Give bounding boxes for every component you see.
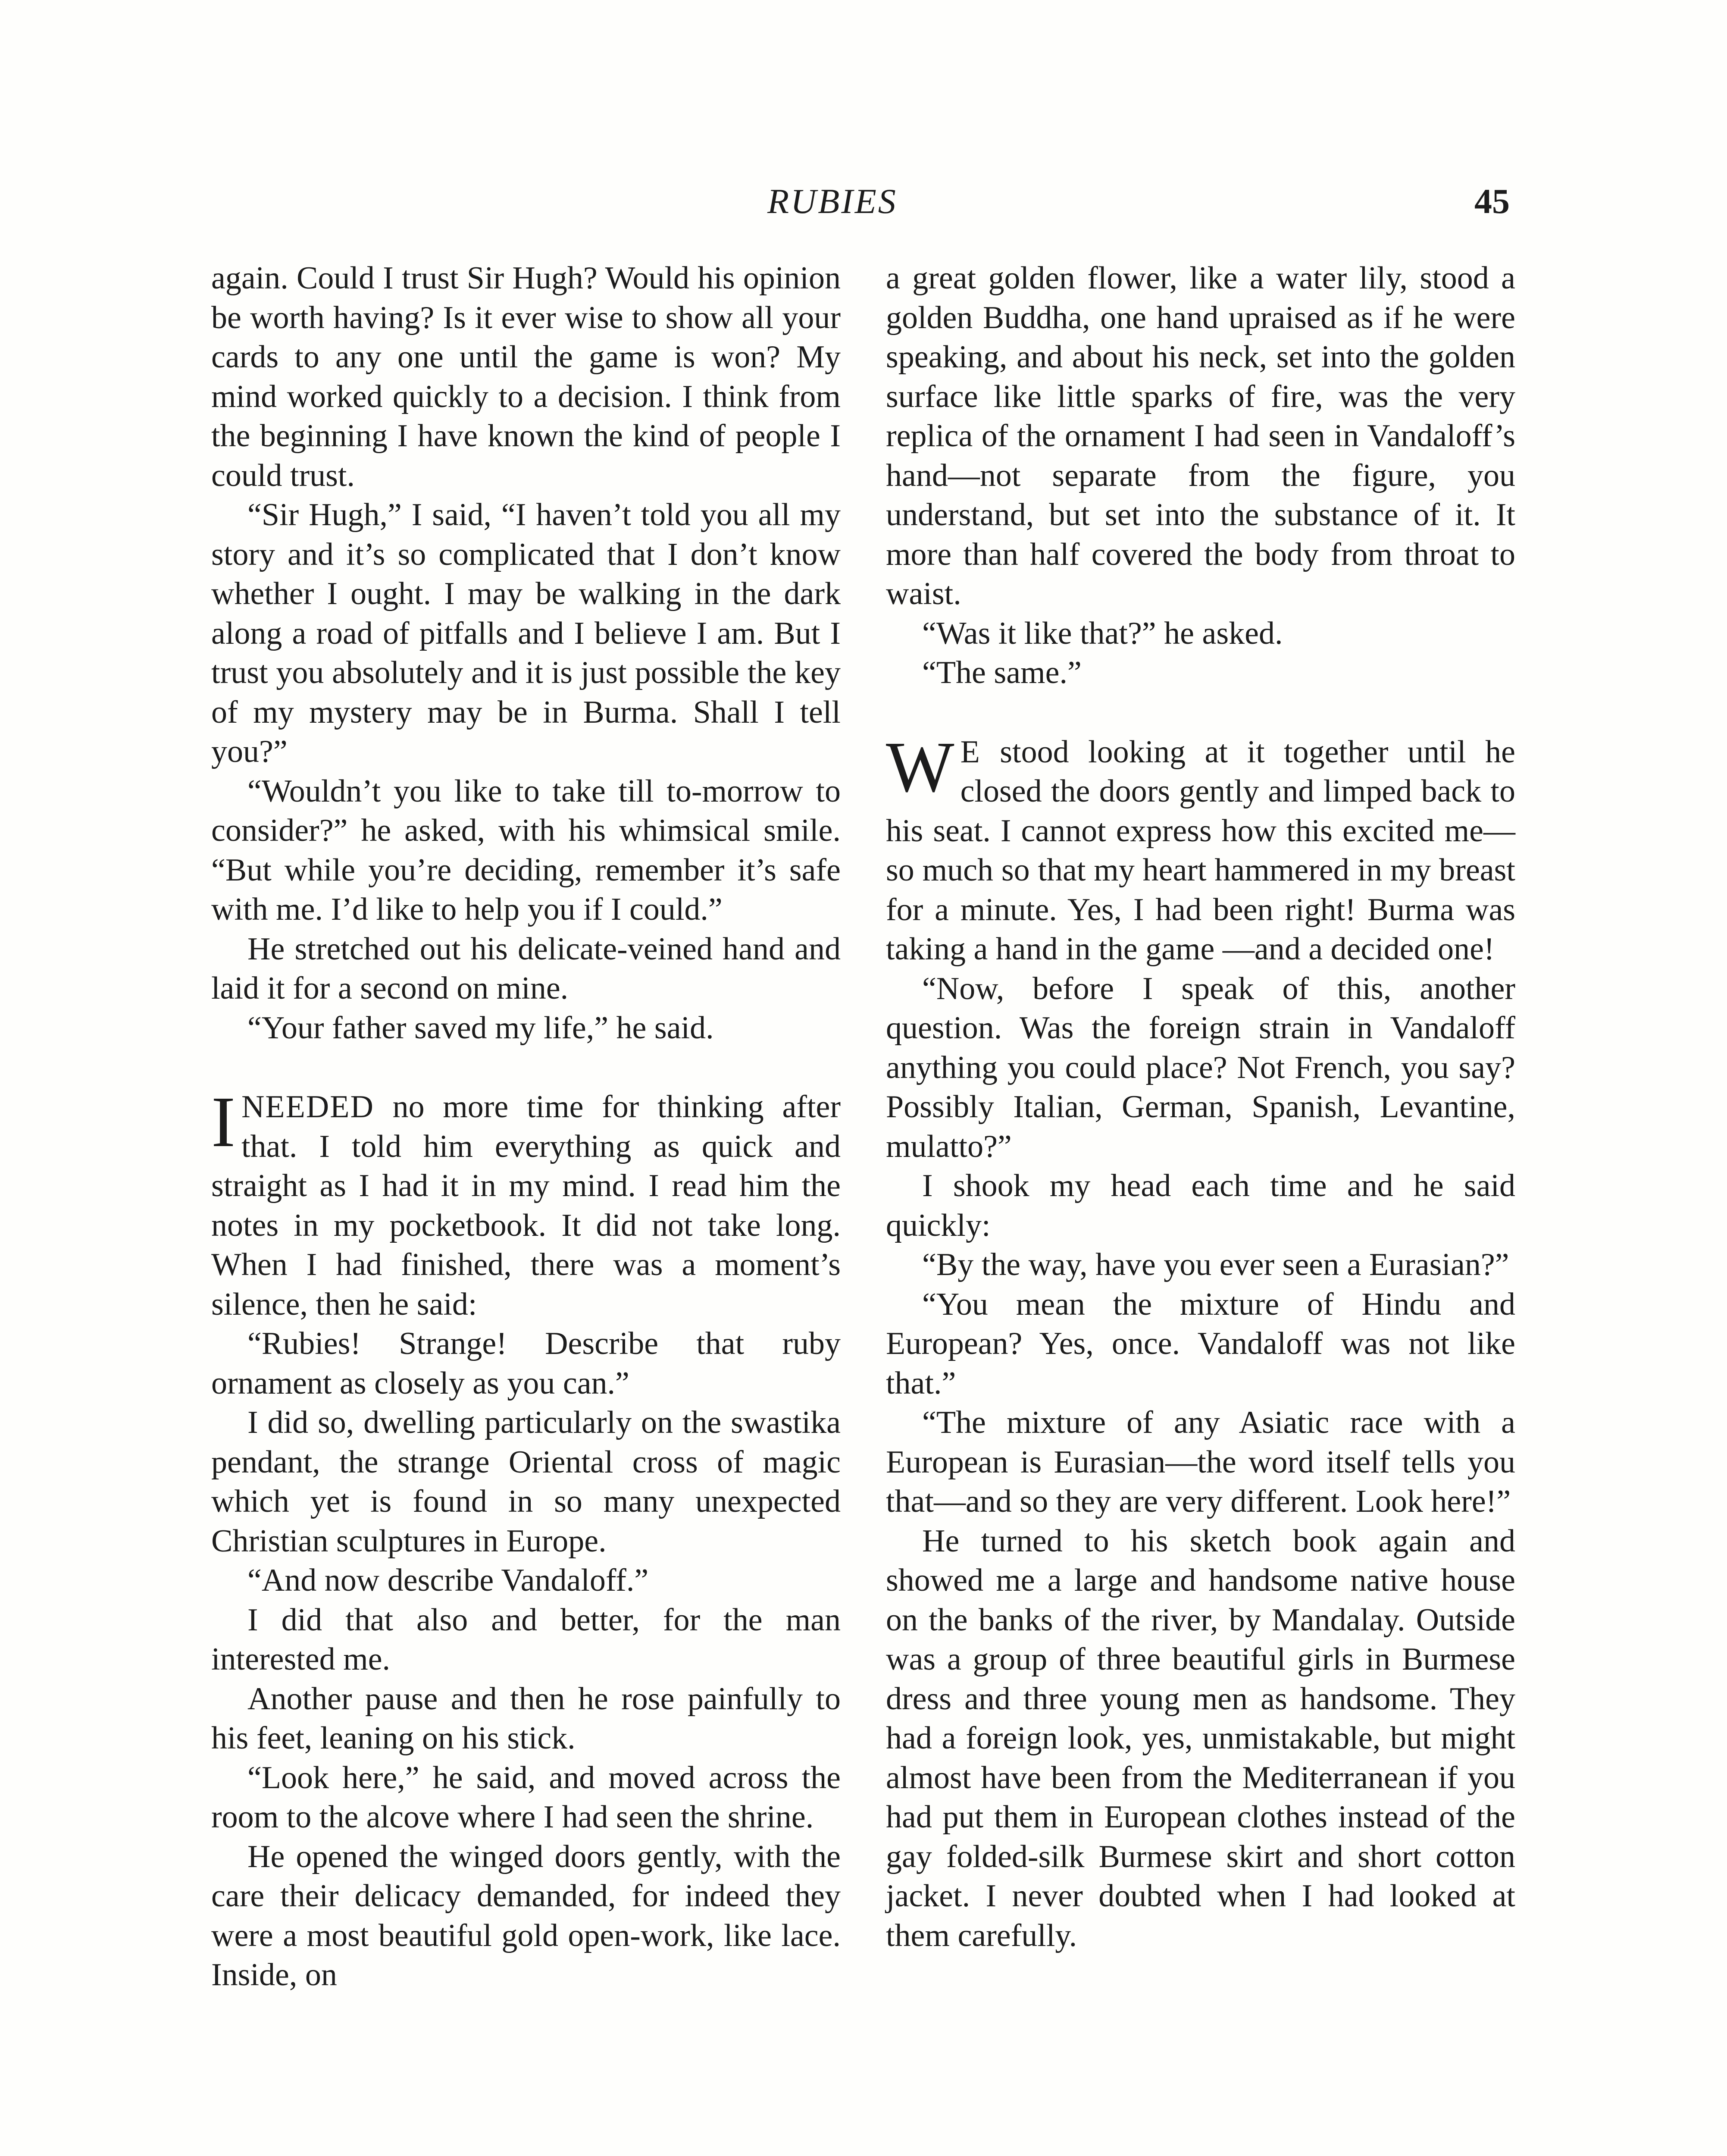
paragraph: “The mixture of any Asiatic race with a European is Eurasian—the word itself tells you that—and so they are very different. Look here!” <box>886 1405 1515 1519</box>
paragraph: “Look here,” he said, and moved across the room to the alcove where I had seen the shrine. <box>211 1760 841 1835</box>
paragraph: “Rubies! Strange! Describe that ruby ornament as closely as you can.” <box>211 1326 841 1401</box>
paragraph: “And now describe Vandaloff.” <box>247 1563 649 1598</box>
paragraph: I did that also and better, for the man interested me. <box>211 1602 841 1677</box>
paragraph: He turned to his sketch book again and showed me a large and handsome native house on the banks of the river, by Mandalay. Outside was a group of three beautiful girls in Burmese dress and three young men as handsome. They had a foreign look, yes, unmistakable, but might almost have been from the Mediterranean if you had put them in European clothes instead of the gay folded-silk Burmese skirt and short cotton jacket. I never doubted when I had looked at them carefully. <box>886 1523 1515 1953</box>
paragraph: “You mean the mixture of Hindu and European? Yes, once. Vandaloff was not like that.” <box>886 1286 1515 1401</box>
small-caps-lead: E <box>960 734 981 770</box>
paragraph: “Wouldn’t you like to take till to-morrow to consider?” he asked, with his whimsical smile. “But while you’re deciding, remember it’s safe with me. I’d like to help you if I could.” <box>211 773 841 927</box>
drop-cap: I <box>211 1082 235 1162</box>
paragraph: “By the way, have you ever seen a Eurasian?” <box>922 1247 1509 1282</box>
paragraph: again. Could I trust Sir Hugh? Would his opinion be worth having? Is it ever wise to show all your cards to any one until the game is won? My mind worked quickly to a decision. I think from the beginning I have known the kind of people I could trust. <box>211 260 841 493</box>
paragraph: “Was it like that?” he asked. <box>922 615 1283 651</box>
right-column <box>886 259 1515 1955</box>
paragraph-text: no more time for thinking after that. I told him everything as quick and straight as I had it in my mind. I read him the notes in my pocketbook. It did not take long. When I had finished, there was a moment’s silence, then he said: <box>211 1089 841 1322</box>
paragraph: Another pause and then he rose painfully to his feet, leaning on his stick. <box>211 1681 841 1756</box>
paragraph: He opened the winged doors gently, with the care their delicacy demanded, for indeed they were a most beautiful gold open-work, like lace. Inside, on <box>211 1839 841 1993</box>
section-paragraph <box>886 727 1515 969</box>
page-number: 45 <box>1474 182 1510 221</box>
paragraph: “Now, before I speak of this, another question. Was the foreign strain in Vandaloff anything you could place? Not French, you say? Possibly Italian, German, Spanish, Levantine, mulatto?” <box>886 971 1515 1164</box>
paragraph: He stretched out his delicate-veined hand and laid it for a second on mine. <box>211 931 841 1006</box>
paragraph: “Your father saved my life,” he said. <box>247 1010 714 1046</box>
small-caps-lead: NEEDED <box>241 1089 374 1125</box>
section-paragraph <box>211 1082 841 1324</box>
running-head: RUBIES <box>767 182 898 221</box>
paragraph: I did so, dwelling particularly on the swastika pendant, the strange Oriental cross of magic which yet is found in so many unexpected Christian sculptures in Europe. <box>211 1405 841 1559</box>
left-column <box>211 259 841 1995</box>
drop-cap: W <box>886 727 954 807</box>
paragraph: “Sir Hugh,” I said, “I haven’t told you all my story and it’s so complicated that I don’t know whether I ought. I may be walking in the dark along a road of pitfalls and I believe I am. But I trust you absolutely and it is just possible the key of my mystery may be in Burma. Shall I tell you?” <box>211 497 841 769</box>
paragraph: I shook my head each time and he said quickly: <box>886 1168 1515 1243</box>
paragraph: a great golden flower, like a water lily, stood a golden Buddha, one hand upraised as if he were speaking, and about his neck, set into the golden surface like little sparks of fire, was the very replica of the ornament I had seen in Vandaloff’s hand—not separate from the figure, you understand, but set into the substance of it. It more than half covered the body from throat to waist. <box>886 260 1515 611</box>
paragraph: “The same.” <box>922 655 1082 690</box>
paragraph-text: stood looking at it together until he closed the doors gently and limped back to his seat. I cannot express how this excited me—so much so that my heart hammered in my breast for a minute. Yes, I had been right! Burma was taking a hand in the game —and a decided one! <box>886 734 1515 967</box>
